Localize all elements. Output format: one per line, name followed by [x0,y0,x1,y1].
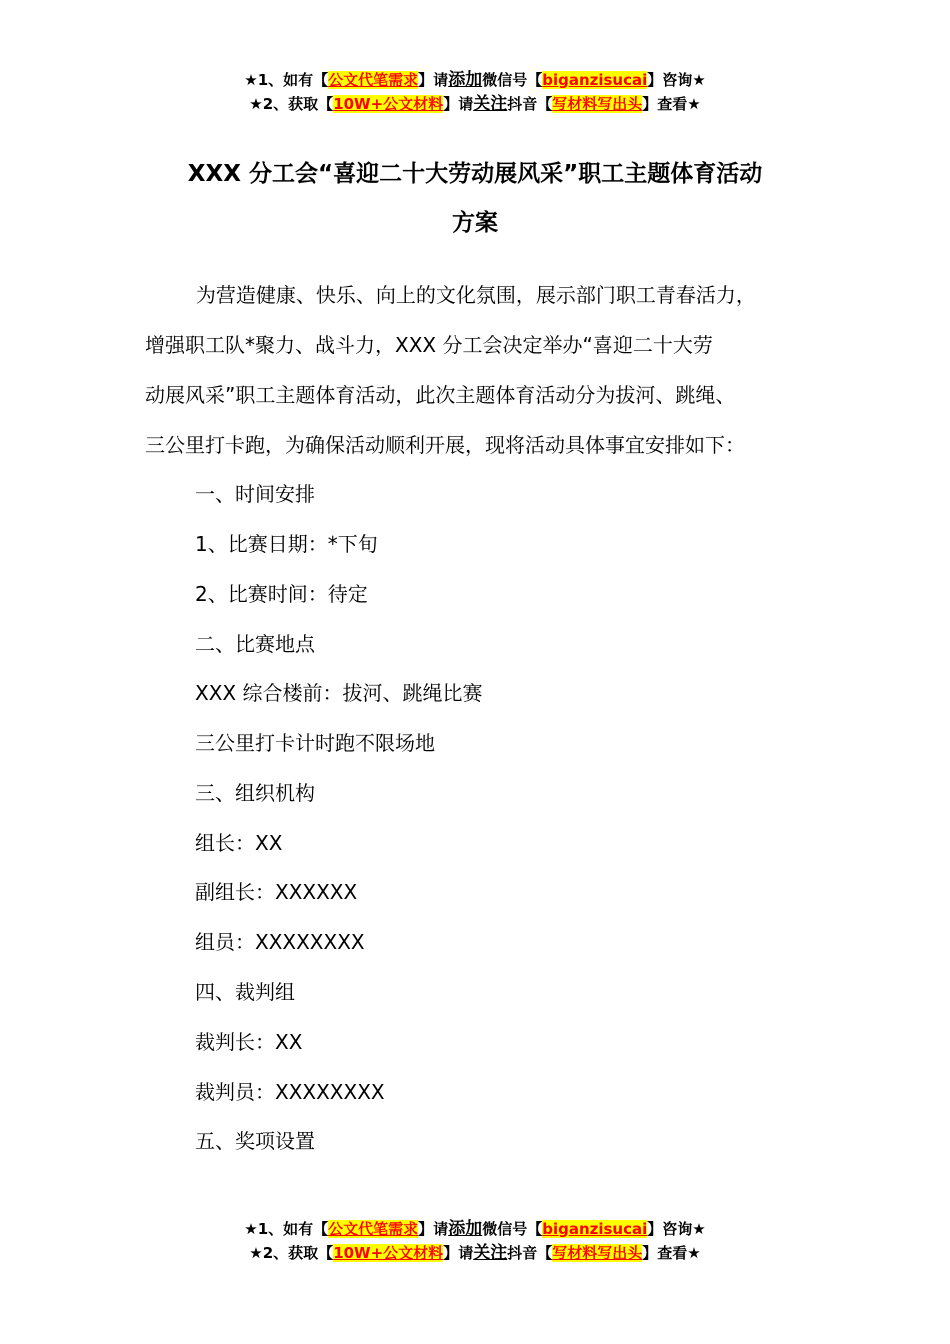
intro-line-3: 动展风采”职工主题体育活动，此次主题体育活动分为拔河、跳绳、 [145,383,736,407]
banner-line-2 [0,92,950,116]
section-heading-venue: 二、比赛地点 [195,632,315,656]
banner-text: 微信号【 [482,1220,543,1238]
list-item: 2、比赛时间：待定 [195,582,368,606]
banner-emphasis: 关注 [473,1243,508,1263]
banner-text: 微信号【 [482,71,543,89]
banner-text: 】咨询★ [647,71,706,89]
banner-text: 】查看★ [642,1244,701,1262]
banner-highlight: biganzisucai [542,71,648,89]
banner-highlight: 写材料写出头 [552,95,643,113]
banner-text: 】咨询★ [647,1220,706,1238]
banner-text: 】请 [443,95,474,113]
banner-emphasis: 添加 [448,70,483,90]
top-banner [0,68,950,116]
banner-highlight: 10W+公文材料 [333,95,444,113]
section-heading-awards: 五、奖项设置 [195,1129,315,1153]
list-item: XXX 综合楼前：拔河、跳绳比赛 [195,681,483,705]
list-item: 裁判员：XXXXXXXX [195,1080,385,1104]
banner-line-1 [0,68,950,92]
banner-text: 】查看★ [642,95,701,113]
section-heading-time: 一、时间安排 [195,482,315,506]
banner-highlight: 写材料写出头 [552,1244,643,1262]
document-title-line-2: 方案 [452,210,498,236]
document-title-line-1: XXX 分工会“喜迎二十大劳动展风采”职工主题体育活动 [187,161,763,187]
banner-text: 抖音【 [507,95,553,113]
banner-line-1 [0,1217,950,1241]
list-item: 组长：XX [195,831,283,855]
banner-emphasis: 关注 [473,94,508,114]
banner-text: ★2、获取【 [249,1244,334,1262]
banner-text: 】请 [443,1244,474,1262]
intro-line-4: 三公里打卡跑，为确保活动顺利开展，现将活动具体事宜安排如下： [145,433,745,457]
intro-line-2: 增强职工队*聚力、战斗力，XXX 分工会决定举办“喜迎二十大劳 [145,333,713,357]
banner-text: ★2、获取【 [249,95,334,113]
list-item: 1、比赛日期：*下旬 [195,532,378,556]
intro-line-1: 为营造健康、快乐、向上的文化氛围，展示部门职工青春活力， [145,283,756,307]
bottom-banner [0,1217,950,1265]
section-heading-referee: 四、裁判组 [195,980,295,1004]
banner-line-2 [0,1241,950,1265]
banner-text: 抖音【 [507,1244,553,1262]
banner-highlight: biganzisucai [542,1220,648,1238]
banner-emphasis: 添加 [448,1219,483,1239]
banner-highlight: 公文代笔需求 [328,1220,419,1238]
list-item: 裁判长：XX [195,1030,303,1054]
list-item: 副组长：XXXXXX [195,880,358,904]
section-heading-organization: 三、组织机构 [195,781,315,805]
banner-text: 】请 [418,71,449,89]
list-item: 三公里打卡计时跑不限场地 [195,731,435,755]
banner-text: 】请 [418,1220,449,1238]
banner-highlight: 公文代笔需求 [328,71,419,89]
banner-highlight: 10W+公文材料 [333,1244,444,1262]
banner-text: ★1、如有【 [244,1220,329,1238]
list-item: 组员：XXXXXXXX [195,930,365,954]
banner-text: ★1、如有【 [244,71,329,89]
